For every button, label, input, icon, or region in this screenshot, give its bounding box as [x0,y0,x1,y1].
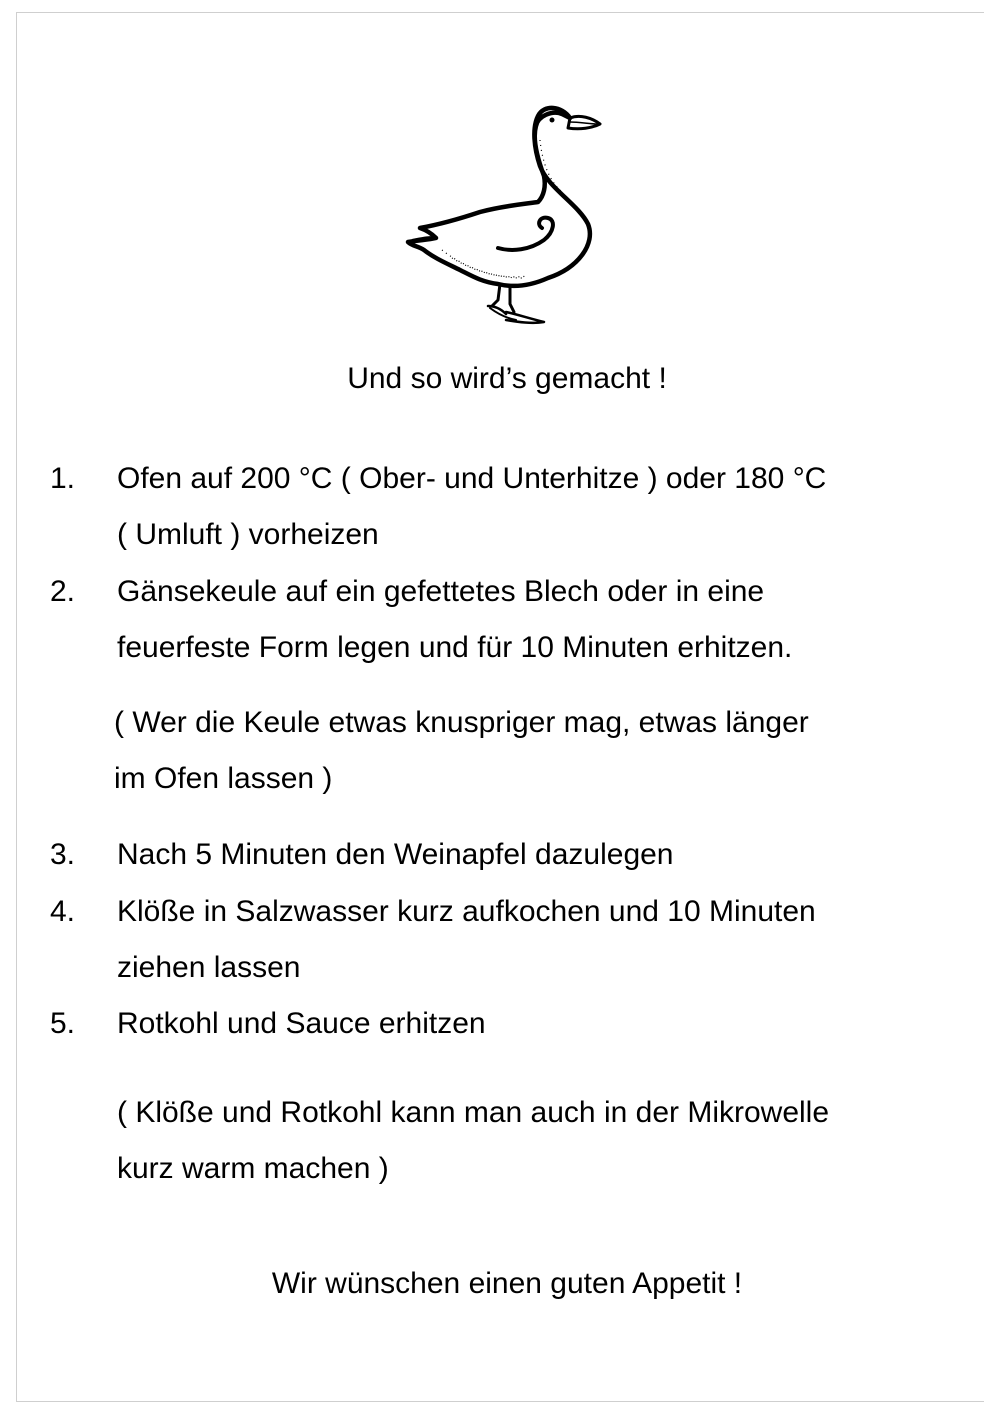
step-number: 2. [50,575,76,608]
step-line: Ofen auf 200 °C ( Ober- und Unterhitze ) oder 180 °C [117,462,827,495]
step-text [117,996,917,1052]
note-microwave [117,1085,937,1197]
step-text [117,827,917,883]
step-text [117,451,917,563]
step-line: Gänsekeule auf ein gefettetes Blech oder in eine [117,575,765,608]
step-number: 1. [50,462,76,495]
note-line: ( Wer die Keule etwas knuspriger mag, etwas länger [114,706,809,739]
closing-line: Wir wünschen einen guten Appetit ! [271,1267,743,1300]
step-number: 4. [50,895,76,928]
step-number: 5. [50,1007,76,1040]
note-line: ( Klöße und Rotkohl kann man auch in der Mikrowelle [117,1096,830,1129]
note-crispy [114,695,934,807]
note-line: kurz warm machen ) [117,1152,389,1185]
step-text [117,564,917,676]
step-line: feuerfeste Form legen und für 10 Minuten erhitzen. [117,631,793,664]
step-number: 3. [50,838,76,871]
step-line: ( Umluft ) vorheizen [117,518,379,551]
page-title: Und so wird’s gemacht ! [347,362,667,395]
step-line: ziehen lassen [117,951,301,984]
note-line: im Ofen lassen ) [114,762,333,795]
step-text [117,884,917,996]
step-line: Klöße in Salzwasser kurz aufkochen und 10 Minuten [117,895,816,928]
step-line: Nach 5 Minuten den Weinapfel dazulegen [117,838,674,871]
goose-icon [402,100,602,330]
step-line: Rotkohl und Sauce erhitzen [117,1007,486,1040]
